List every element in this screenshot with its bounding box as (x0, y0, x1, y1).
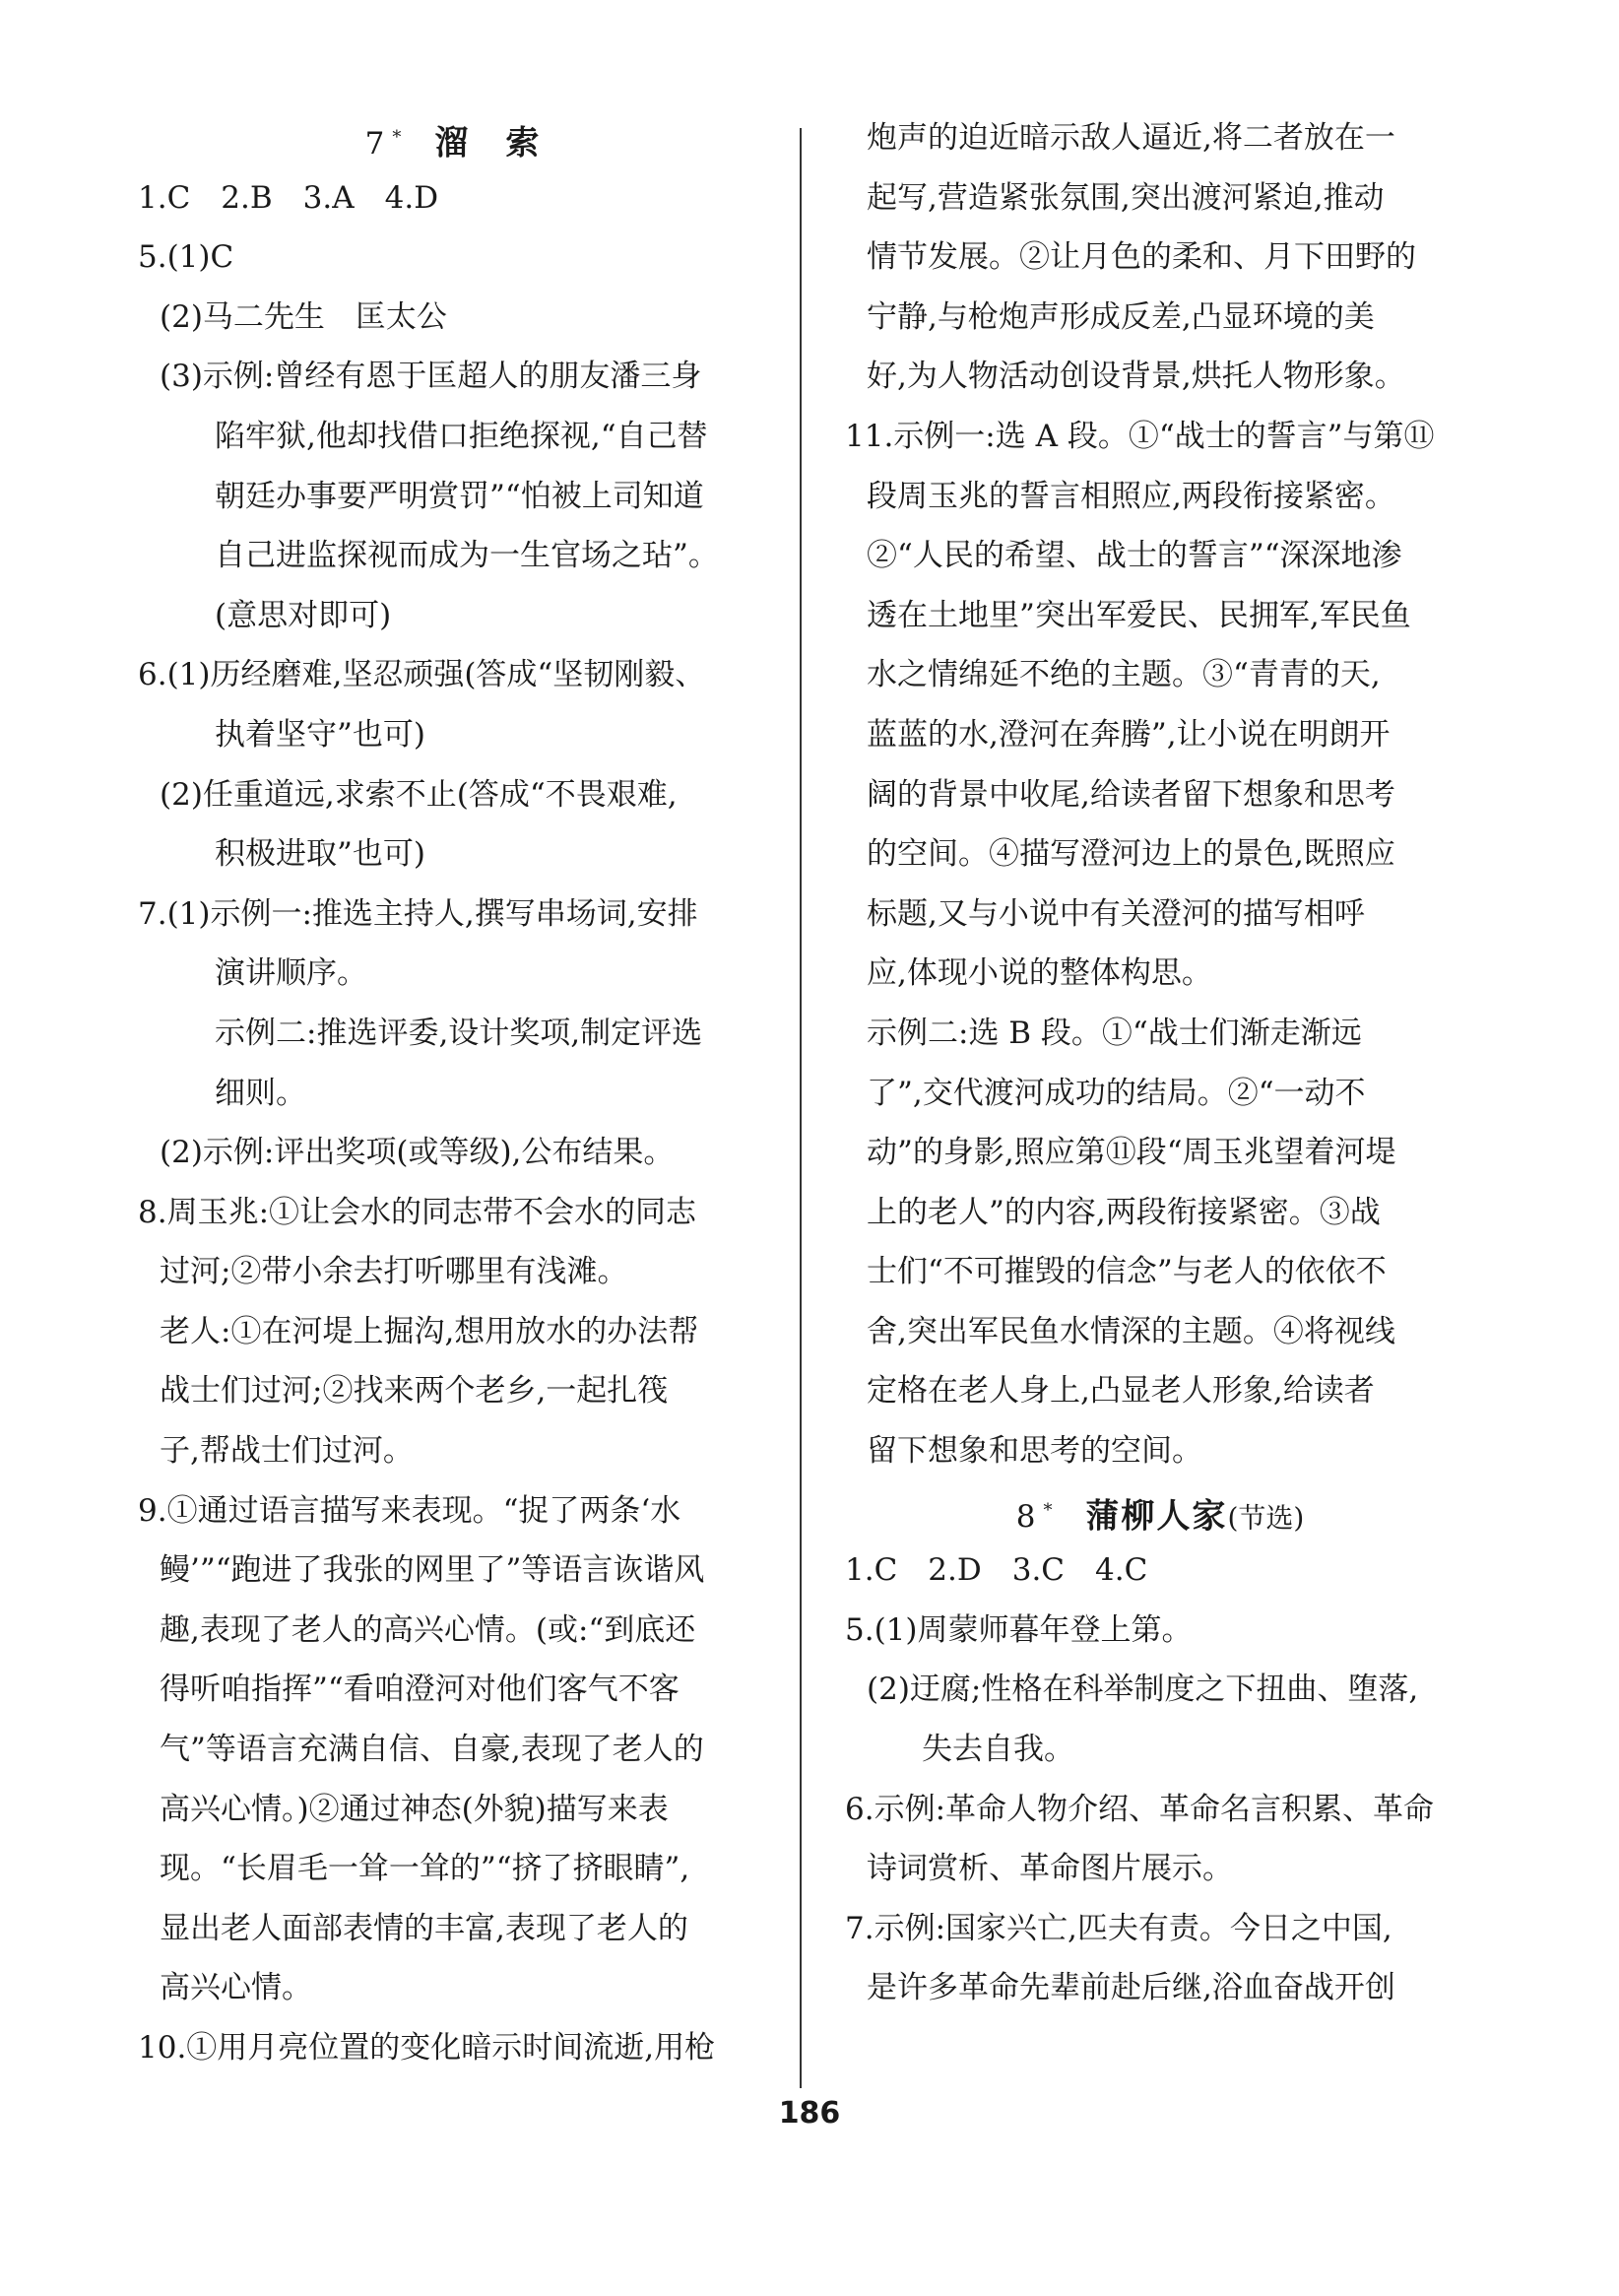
optional-star: * (1043, 1499, 1053, 1521)
section-number: 8 (1015, 1498, 1036, 1535)
answer-line: (3)示例:曾经有恩于匡超人的朋友潘三身 (160, 359, 702, 395)
answer-line: 过河;②带小余去打听哪里有浅滩。 (160, 1254, 628, 1290)
answer-line: 7.(1)示例一:推选主持人,撰写串场词,安排 (138, 895, 698, 932)
answer-line: 情节发展。②让月色的柔和、月下田野的 (867, 239, 1416, 276)
answer-line: 积极进取”也可) (215, 836, 425, 873)
answer-line: 的空间。④描写澄河边上的景色,既照应 (867, 836, 1395, 873)
section-title: 溜 索 (434, 123, 542, 164)
answer-line: 1.C 2.B 3.A 4.D (138, 179, 439, 216)
answer-line: 自己进监探视而成为一生官场之玷”。 (215, 538, 719, 574)
answer-line: (2)马二先生 匡太公 (160, 298, 447, 335)
answer-line: 子,帮战士们过河。 (160, 1433, 414, 1470)
answer-line: 趣,表现了老人的高兴心情。(或:“到底还 (160, 1611, 696, 1648)
answer-line: 是许多革命先辈前赴后继,浴血奋战开创 (867, 1970, 1395, 2006)
section-number: 7 (364, 126, 385, 163)
answer-line: 失去自我。 (922, 1732, 1074, 1768)
answer-line: 6.示例:革命人物介绍、革命名言积累、革命 (845, 1791, 1435, 1827)
answer-line: 上的老人”的内容,两段衔接紧密。③战 (867, 1194, 1381, 1230)
answer-line: (2)迂腐;性格在科举制度之下扭曲、堕落, (867, 1672, 1419, 1708)
answer-line: 起写,营造紧张氛围,突出渡河紧迫,推动 (867, 179, 1385, 216)
answer-line: 7.示例:国家兴亡,匹夫有责。今日之中国, (845, 1910, 1392, 1946)
answer-line: 5.(1)周蒙师暮年登上第。 (845, 1611, 1193, 1648)
answer-line: 好,为人物活动创设背景,烘托人物形象。 (867, 359, 1405, 395)
answer-line: 气”等语言充满自信、自豪,表现了老人的 (160, 1732, 704, 1768)
answer-line: 标题,又与小说中有关澄河的描写相呼 (867, 895, 1365, 932)
answer-line: 高兴心情。)②通过神态(外貌)描写来表 (160, 1791, 669, 1827)
answer-line: 宁静,与枪炮声形成反差,凸显环境的美 (867, 298, 1375, 335)
answer-line: 10.①用月亮位置的变化暗示时间流逝,用枪 (138, 2030, 716, 2066)
answer-line: 定格在老人身上,凸显老人形象,给读者 (867, 1373, 1375, 1410)
answer-line: 段周玉兆的誓言相照应,两段衔接紧密。 (867, 478, 1395, 514)
answer-line: (意思对即可) (215, 597, 392, 633)
answer-line: 应,体现小说的整体构思。 (867, 955, 1212, 992)
answer-line: 透在土地里”突出军爱民、民拥军,军民鱼 (867, 597, 1411, 633)
answer-line: 执着坚守”也可) (215, 716, 425, 753)
answer-line: 演讲顺序。 (215, 955, 367, 992)
answer-line: 阔的背景中收尾,给读者留下想象和思考 (867, 776, 1395, 813)
column-divider (800, 128, 802, 2088)
answer-line: ②“人民的希望、战士的誓言”“深深地渗 (867, 538, 1402, 574)
answer-line: 舍,突出军民鱼水情深的主题。④将视线 (867, 1313, 1395, 1349)
section-title: 蒲柳人家 (1085, 1495, 1228, 1536)
answer-line: 炮声的迫近暗示敌人逼近,将二者放在一 (867, 120, 1395, 156)
answer-line: 示例二:选 B 段。①“战士们渐走渐远 (867, 1015, 1362, 1051)
answer-line: 1.C 2.D 3.C 4.C (845, 1552, 1148, 1589)
answer-line: 鳗’”“跑进了我张的网里了”等语言诙谐风 (160, 1552, 705, 1589)
answer-line: 士们“不可摧毁的信念”与老人的依依不 (867, 1254, 1387, 1290)
answer-line: 留下想象和思考的空间。 (867, 1433, 1202, 1470)
section-subtitle: (节选) (1227, 1500, 1305, 1534)
optional-star: * (392, 127, 402, 148)
answer-line: 细则。 (215, 1075, 306, 1111)
section-7-heading (138, 108, 768, 168)
answer-line: (2)示例:评出奖项(或等级),公布结果。 (160, 1135, 675, 1171)
answer-line: 动”的身影,照应第⑪段“周玉兆望着河堤 (867, 1135, 1396, 1171)
answer-line: 高兴心情。 (160, 1970, 312, 2006)
answer-line: 示例二:推选评委,设计奖项,制定评选 (215, 1015, 703, 1051)
answer-line: 6.(1)历经磨难,坚忍顽强(答成“坚韧刚毅、 (138, 657, 706, 693)
answer-line: 11.示例一:选 A 段。①“战士的誓言”与第⑪ (845, 418, 1435, 454)
answer-line: 9.①通过语言描写来表现。“捉了两条‘水 (138, 1492, 681, 1529)
answer-line: 显出老人面部表情的丰富,表现了老人的 (160, 1910, 688, 1946)
answer-line: 朝廷办事要严明赏罚”“怕被上司知道 (215, 478, 704, 514)
answer-line: 老人:①在河堤上掘沟,想用放水的办法帮 (160, 1313, 699, 1349)
answer-line: 蓝蓝的水,澄河在奔腾”,让小说在明朗开 (867, 716, 1391, 753)
answer-line: 战士们过河;②找来两个老乡,一起扎筏 (160, 1373, 669, 1410)
right-column (845, 108, 1475, 2018)
answer-line: (2)任重道远,求索不止(答成“不畏艰难, (160, 776, 678, 813)
answer-line: 5.(1)C (138, 239, 234, 276)
answer-line: 诗词赏析、革命图片展示。 (867, 1851, 1233, 1887)
answer-line: 8.周玉兆:①让会水的同志带不会水的同志 (138, 1194, 697, 1230)
section-8-heading (845, 1481, 1475, 1542)
answer-line: 了”,交代渡河成功的结局。②“一动不 (867, 1075, 1366, 1111)
answer-line: 水之情绵延不绝的主题。③“青青的天, (867, 657, 1381, 693)
answer-line: 陷牢狱,他却找借口拒绝探视,“自己替 (215, 418, 708, 454)
answer-line: 得听咱指挥”“看咱澄河对他们客气不客 (160, 1672, 680, 1708)
answer-line: 现。“长眉毛一耸一耸的”“挤了挤眼睛”, (160, 1851, 690, 1887)
page-number: 186 (778, 2096, 841, 2131)
left-column (138, 108, 768, 2078)
